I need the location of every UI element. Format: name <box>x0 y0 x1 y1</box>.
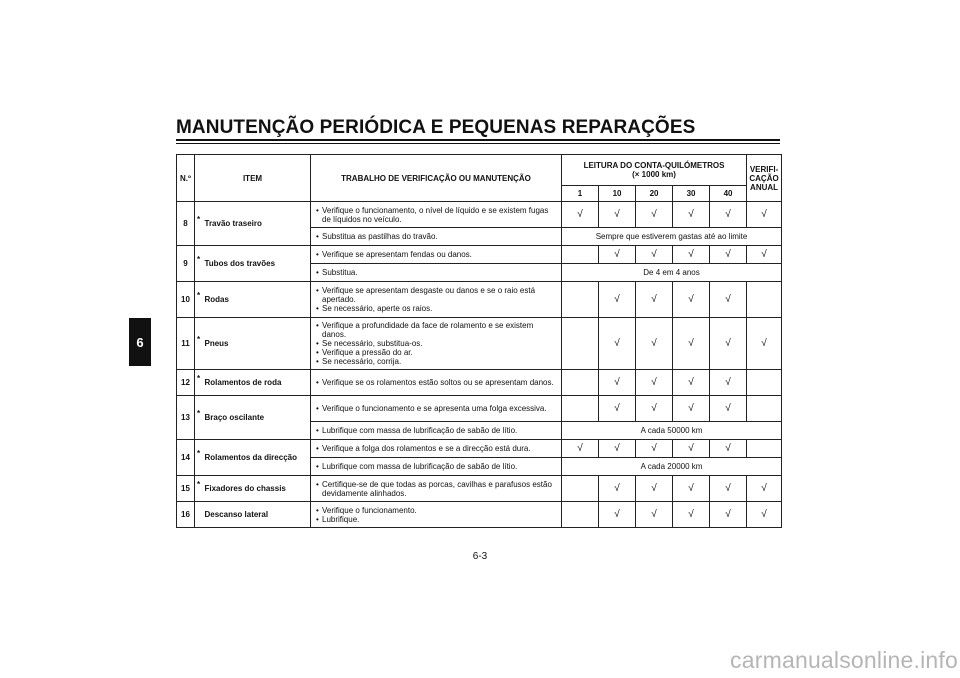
header-number: N.º <box>177 155 195 202</box>
interval-check-mark: √ <box>673 502 710 528</box>
table-row <box>177 282 782 318</box>
table-row <box>177 202 782 228</box>
interval-check-mark: √ <box>673 476 710 502</box>
maintenance-table <box>176 154 782 528</box>
row-item: Braço oscilante <box>202 396 311 440</box>
annual-check-mark: √ <box>747 246 782 264</box>
row-item: Rolamentos de roda <box>202 370 311 396</box>
row-item: Rolamentos da direcção <box>202 440 311 476</box>
interval-check-mark: √ <box>599 246 636 264</box>
row-number: 10 <box>177 282 195 318</box>
work-bullet: • Se necessário, substitua-os. <box>315 339 559 348</box>
annual-check-mark: √ <box>747 476 782 502</box>
chapter-tab <box>129 318 151 366</box>
row-work <box>311 370 562 396</box>
work-bullet: • Substitua as pastilhas do travão. <box>315 232 559 241</box>
interval-check-mark: √ <box>710 282 747 318</box>
annual-check-mark: √ <box>747 318 782 370</box>
table-header <box>177 155 782 202</box>
header-work: TRABALHO DE VERIFICAÇÃO OU MANUTENÇÃO <box>311 155 562 202</box>
annual-check-mark <box>747 282 782 318</box>
interval-check-mark: √ <box>673 370 710 396</box>
table-row <box>177 246 782 264</box>
annual-check-mark <box>747 440 782 458</box>
header-odometer-line2: (× 1000 km) <box>632 170 676 179</box>
work-bullet: • Substitua. <box>315 268 559 277</box>
row-star-marker <box>195 396 202 440</box>
interval-check-mark: √ <box>673 282 710 318</box>
interval-check-mark: √ <box>636 246 673 264</box>
interval-check-mark: √ <box>673 396 710 422</box>
work-bullet: • Verifique a profundidade da face de rolamento e se existem danos. <box>315 321 559 339</box>
interval-check-mark: √ <box>710 370 747 396</box>
row-work <box>311 502 562 528</box>
interval-check-mark: √ <box>710 502 747 528</box>
table-row <box>177 502 782 528</box>
header-annual-check: VERIFI-CAÇÃO ANUAL <box>747 155 782 202</box>
interval-check-mark: √ <box>599 440 636 458</box>
star-mark: * <box>197 480 201 489</box>
interval-check-mark: √ <box>710 440 747 458</box>
row-item: Rodas <box>202 282 311 318</box>
interval-check-mark: √ <box>673 440 710 458</box>
row-star-marker <box>195 202 202 246</box>
interval-check-mark: √ <box>673 246 710 264</box>
interval-check-mark <box>562 370 599 396</box>
interval-check-mark: √ <box>636 318 673 370</box>
interval-check-mark: √ <box>636 476 673 502</box>
annual-check-mark: √ <box>747 202 782 228</box>
row-work <box>311 458 562 476</box>
interval-note: Sempre que estiverem gastas até ao limite <box>562 228 782 246</box>
table-row <box>177 440 782 458</box>
header-km-30: 30 <box>673 186 710 202</box>
header-odometer <box>562 155 747 186</box>
table-row <box>177 396 782 422</box>
header-item: ITEM <box>195 155 311 202</box>
interval-check-mark: √ <box>636 202 673 228</box>
star-mark: * <box>197 335 201 344</box>
work-bullet: • Verifique se apresentam fendas ou danos. <box>315 250 559 259</box>
header-km-1: 1 <box>562 186 599 202</box>
interval-note: De 4 em 4 anos <box>562 264 782 282</box>
interval-check-mark: √ <box>599 370 636 396</box>
row-star-marker <box>195 318 202 370</box>
page-number: 6-3 <box>472 551 488 562</box>
header-km-10: 10 <box>599 186 636 202</box>
interval-check-mark: √ <box>562 202 599 228</box>
row-work <box>311 476 562 502</box>
title-rule-thin <box>176 143 780 144</box>
row-item: Descanso lateral <box>202 502 311 528</box>
interval-check-mark: √ <box>599 202 636 228</box>
interval-check-mark: √ <box>636 282 673 318</box>
row-work <box>311 246 562 264</box>
interval-check-mark: √ <box>636 440 673 458</box>
row-number: 9 <box>177 246 195 282</box>
interval-check-mark: √ <box>636 370 673 396</box>
interval-check-mark: √ <box>673 202 710 228</box>
work-bullet: • Verifique o funcionamento, o nível de líquido e se existem fugas de líquidos no veículo. <box>315 206 559 224</box>
chapter-number: 6 <box>136 334 144 350</box>
row-star-marker <box>195 282 202 318</box>
star-mark: * <box>197 409 201 418</box>
row-number: 16 <box>177 502 195 528</box>
star-mark: * <box>197 449 201 458</box>
row-number: 14 <box>177 440 195 476</box>
interval-check-mark: √ <box>599 282 636 318</box>
interval-check-mark: √ <box>562 440 599 458</box>
interval-check-mark <box>562 502 599 528</box>
row-item: Tubos dos travões <box>202 246 311 282</box>
star-mark: * <box>197 215 201 224</box>
annual-check-mark <box>747 396 782 422</box>
annual-check-mark: √ <box>747 502 782 528</box>
row-work <box>311 440 562 458</box>
table-row <box>177 318 782 370</box>
table-row <box>177 476 782 502</box>
header-km-20: 20 <box>636 186 673 202</box>
work-bullet: • Certifique-se de que todas as porcas, cavilhas e parafusos estão devidamente alinhados. <box>315 480 559 498</box>
row-number: 12 <box>177 370 195 396</box>
table-row <box>177 370 782 396</box>
row-star-marker <box>195 476 202 502</box>
row-work <box>311 228 562 246</box>
interval-check-mark <box>562 318 599 370</box>
interval-check-mark: √ <box>710 396 747 422</box>
interval-check-mark: √ <box>599 396 636 422</box>
row-number: 13 <box>177 396 195 440</box>
interval-check-mark <box>562 246 599 264</box>
work-bullet: • Verifique se os rolamentos estão soltos ou se apresentam danos. <box>315 378 559 387</box>
work-bullet: • Lubrifique com massa de lubrificação de sabão de lítio. <box>315 426 559 435</box>
annual-check-mark <box>747 370 782 396</box>
row-star-marker <box>195 440 202 476</box>
star-mark: * <box>197 291 201 300</box>
row-work <box>311 282 562 318</box>
interval-check-mark: √ <box>636 502 673 528</box>
title-rule <box>176 139 780 141</box>
row-number: 8 <box>177 202 195 246</box>
row-work <box>311 396 562 422</box>
footer-watermark: carmanualsonline.info <box>730 647 958 673</box>
interval-note: A cada 20000 km <box>562 458 782 476</box>
row-item: Fixadores do chassis <box>202 476 311 502</box>
interval-check-mark <box>562 282 599 318</box>
row-star-marker <box>195 370 202 396</box>
interval-check-mark: √ <box>710 318 747 370</box>
star-mark: * <box>197 255 201 264</box>
page-title: MANUTENÇÃO PERIÓDICA E PEQUENAS REPARAÇÕES <box>176 117 696 138</box>
row-work <box>311 422 562 440</box>
row-number: 15 <box>177 476 195 502</box>
work-bullet: • Se necessário, aperte os raios. <box>315 304 559 313</box>
work-bullet: • Verifique a pressão do ar. <box>315 348 559 357</box>
row-work <box>311 318 562 370</box>
work-bullet: • Lubrifique com massa de lubrificação de sabão de lítio. <box>315 462 559 471</box>
work-bullet: • Se necessário, corrija. <box>315 357 559 366</box>
row-star-marker <box>195 502 202 528</box>
row-item: Pneus <box>202 318 311 370</box>
work-bullet: • Verifique o funcionamento. <box>315 506 559 515</box>
row-number: 11 <box>177 318 195 370</box>
header-odometer-line1: LEITURA DO CONTA-QUILÓMETROS <box>583 161 725 170</box>
work-bullet: • Verifique se apresentam desgaste ou danos e se o raio está apertado. <box>315 286 559 304</box>
work-bullet: • Verifique a folga dos rolamentos e se a direcção está dura. <box>315 444 559 453</box>
row-work <box>311 264 562 282</box>
header-km-40: 40 <box>710 186 747 202</box>
interval-check-mark: √ <box>710 246 747 264</box>
interval-check-mark <box>562 476 599 502</box>
interval-check-mark: √ <box>599 476 636 502</box>
interval-check-mark: √ <box>673 318 710 370</box>
interval-check-mark: √ <box>599 318 636 370</box>
interval-check-mark: √ <box>636 396 673 422</box>
table-body <box>177 202 782 528</box>
interval-check-mark: √ <box>710 202 747 228</box>
star-mark: * <box>197 374 201 383</box>
interval-check-mark: √ <box>599 502 636 528</box>
row-star-marker <box>195 246 202 282</box>
row-work <box>311 202 562 228</box>
row-item: Travão traseiro <box>202 202 311 246</box>
work-bullet: • Verifique o funcionamento e se apresenta uma folga excessiva. <box>315 404 559 413</box>
interval-check-mark: √ <box>710 476 747 502</box>
interval-note: A cada 50000 km <box>562 422 782 440</box>
work-bullet: • Lubrifique. <box>315 515 559 524</box>
interval-check-mark <box>562 396 599 422</box>
